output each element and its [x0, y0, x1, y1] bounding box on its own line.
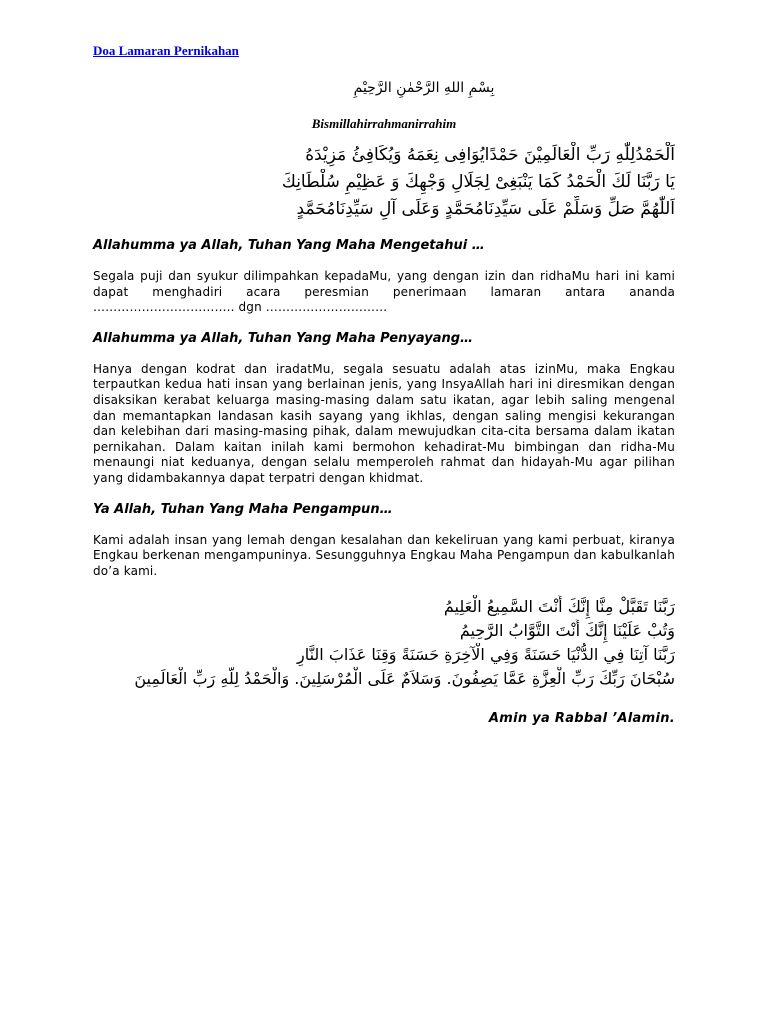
title-link[interactable]: Doa Lamaran Pernikahan: [93, 43, 239, 58]
opening-arabic-line: اَلْحَمْدُلِلّٰهِ رَبِّ الْعَالَمِيْنَ حَمْدًايُوَافِى نِعَمَهُ وَيُكَافِئُ مَزِيْدَهُ: [305, 145, 675, 165]
opening-arabic-line: اَللّٰهُمَّ صَلِّ وَسَلِّمْ عَلَى سَيِّدِنَامُحَمَّدٍ وَعَلَى آلِ سَيِّدِنَامُحَمَّدٍ: [296, 199, 675, 219]
closing-arabic-line: وَتُبْ عَلَيْنَا إِنَّكَ أَنْتَ التَّوَّابُ الرَّحِيمُ: [459, 621, 675, 641]
section-heading-1: Allahumma ya Allah, Tuhan Yang Maha Mengetahui …: [93, 238, 485, 253]
paragraph-2: Hanya dengan kodrat dan iradatMu, segala sesuatu adalah atas izinMu, maka Engkau terpautkan kedua hati insan yang berlainan jenis, yang InsyaAllah hari ini diresmikan dengan disaksikan kerabat keluarga masing-masing dalam satu ikatan, agar lebih saling mengenal dan memantapkan landasan kasih sayang yang ikhlas, dengan saling mengisi kekurangan dan kelebihan dari masing-masing pihak, dalam mewujudkan cita-cita bersama dalam ikatan pernikahan. Dalam kaitan inilah kami bermohon kehadirat-Mu bimbingan dan ridha-Mu menaungi niat keduanya, dengan selalu memperoleh rahmat dan hidayah-Mu agar pilihan yang didambakannya dapat terpatri dengan khidmat.: [93, 361, 675, 485]
closing-arabic-line: رَبَّنَا آتِنَا فِي الدُّنْيَا حَسَنَةً وَفِي الْآخِرَةِ حَسَنَةً وَقِنَا عَذَابَ النَّارِ: [296, 645, 675, 665]
opening-arabic-prayer: [93, 142, 675, 223]
closing-arabic-prayer: [93, 595, 675, 691]
closing-arabic-line: سُبْحَانَ رَبِّكَ رَبِّ الْعِزَّةِ عَمَّا يَصِفُونَ. وَسَلاَمٌ عَلَى الْمُرْسَلِينَ. وَالْحَمْدُ لِلَّهِ رَبِّ الْعَالَمِينَ: [134, 669, 675, 689]
basmalah-arabic: بِسْمِ اللهِ الرَّحْمٰنِ الرَّحِيْمِ: [353, 80, 495, 96]
closing-arabic-line: رَبَّنَا تَقَبَّلْ مِنَّا إِنَّكَ أَنْتَ السَّمِيعُ الْعَلِيمُ: [443, 597, 675, 617]
paragraph-3: Kami adalah insan yang lemah dengan kesalahan dan kekeliruan yang kami perbuat, kiranya Engkau berkenan mengampuninya. Sesungguhnya Engkau Maha Pengampun dan kabulkanlah do’a kami.: [93, 532, 675, 578]
basmalah-latin: Bismillahirrahmanirrahim: [311, 116, 457, 131]
section-heading-2: Allahumma ya Allah, Tuhan Yang Maha Penyayang…: [93, 330, 474, 346]
paragraph-1: Segala puji dan syukur dilimpahkan kepadaMu, yang dengan izin dan ridhaMu hari ini kami dapat menghadiri acara peresmian penerimaan lamaran antara ananda …………………………….. dgn …………………………: [93, 269, 675, 315]
opening-arabic-line: يَا رَبَّنَا لَكَ الْحَمْدُ كَمَا يَنْبَغِىْ لِجَلَالِ وَجْهِكَ وَ عَظِيْمِ سُلْطَانِكَ: [281, 172, 675, 192]
section-heading-3: Ya Allah, Tuhan Yang Maha Pengampun…: [93, 501, 393, 517]
amin-closing: Amin ya Rabbal ’Alamin.: [488, 711, 675, 727]
document-page: [93, 36, 675, 726]
